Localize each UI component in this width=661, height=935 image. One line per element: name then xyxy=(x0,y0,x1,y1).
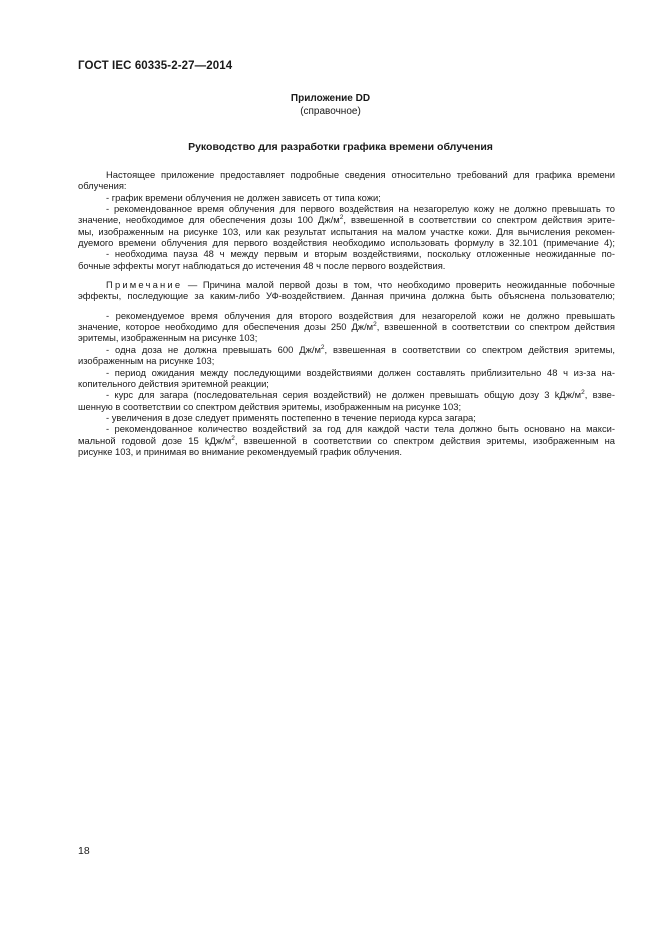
text-line: копительного действия эритемной реакции; xyxy=(78,377,269,389)
annex-heading xyxy=(0,92,661,118)
section-title: Руководство для разработки графика времени облучения xyxy=(188,141,493,153)
list-item: - рекомендованное количество воздействий за год для каждой части тела должно быть основано на макси- xyxy=(106,423,615,435)
text-line: мальной годовой дозе 15 kДж/$м^2$, взвешенной в соответствии со спектром действия эритемы, изображенным на xyxy=(78,434,615,446)
text-line: изображенным на рисунке 103; xyxy=(78,355,215,367)
text-line: облучения: xyxy=(78,180,127,192)
text-line: рисунке 103, и принимая во внимание рекомендуемый график облучения. xyxy=(78,445,402,457)
text-line: значение, которое необходимо для обеспечения дозы 250 $Дж/м^2$, взвешенной в соответствии со спектром действия xyxy=(78,321,615,333)
list-item: - необходима пауза 48 ч между первым и вторым воздействиями, поскольку отложенные неожиданные по- xyxy=(106,248,615,260)
list-item: - график времени облучения не должен зависеть от типа кожи; xyxy=(106,191,381,203)
page-number: 18 xyxy=(78,845,90,857)
note-line: Примечание — Причина малой первой дозы в том, что необходимо проверить неожиданные побочные xyxy=(106,279,615,291)
annex-type: (справочное) xyxy=(300,106,361,117)
text-line: дуемого времени облучения для первого воздействия необходимо использовать формулу в 32.101 (примечание 4); xyxy=(78,237,615,249)
standard-header: ГОСТ IEC 60335-2-27—2014 xyxy=(78,60,233,72)
note-label: Примечание xyxy=(106,279,183,291)
annex-title: Приложение DD xyxy=(290,93,371,104)
list-item: - рекомендованное время облучения для первого воздействия на незагорелую кожу не должно превышать то xyxy=(106,203,615,215)
list-item: - увеличения в дозе следует применять постепенно в течение периода курса загара; xyxy=(106,411,476,423)
list-item: - период ожидания между последующими воздействиями должен составлять приблизительно 48 ч из-за на- xyxy=(106,366,615,378)
list-item: - рекомендуемое время облучения для второго воздействия для незагорелой кожи не должно превышать xyxy=(106,309,615,321)
text-line: бочные эффекты могут наблюдаться до истечения 48 ч после первого воздействия. xyxy=(78,259,446,271)
list-item: - одна доза не должна превышать 600 $Дж/м^2$, взвешенная в соответствии со спектром действия эритемы, xyxy=(106,343,615,355)
text-line: эритемы, изображенным на рисунке 103; xyxy=(78,332,258,344)
text-line: Настоящее приложение предоставляет подробные сведения относительно требований для графика времени xyxy=(106,169,615,180)
text-line: шенную в соответствии со спектром действия эритемы, изображенным на рисунке 103; xyxy=(78,400,462,412)
text-line: мы, изображенным на рисунке 103, или как результат испытания на малом участке кожи. Для вычисления рекомен- xyxy=(78,225,615,237)
note-line: эффекты, последующие за каким-либо УФ-воздействием. Данная причина должна быть объяснена пользователю; xyxy=(78,290,615,302)
list-item: - курс для загара (последовательная серия воздействий) не должен превышать общую дозу 3 kДж/$м^2$, взве- xyxy=(106,389,615,401)
text-line: значение, необходимое для обеспечения дозы 100 $Дж/м^2$, взвешенной в соответствии со спектром действия эрите- xyxy=(78,214,615,226)
body-text xyxy=(78,169,615,457)
